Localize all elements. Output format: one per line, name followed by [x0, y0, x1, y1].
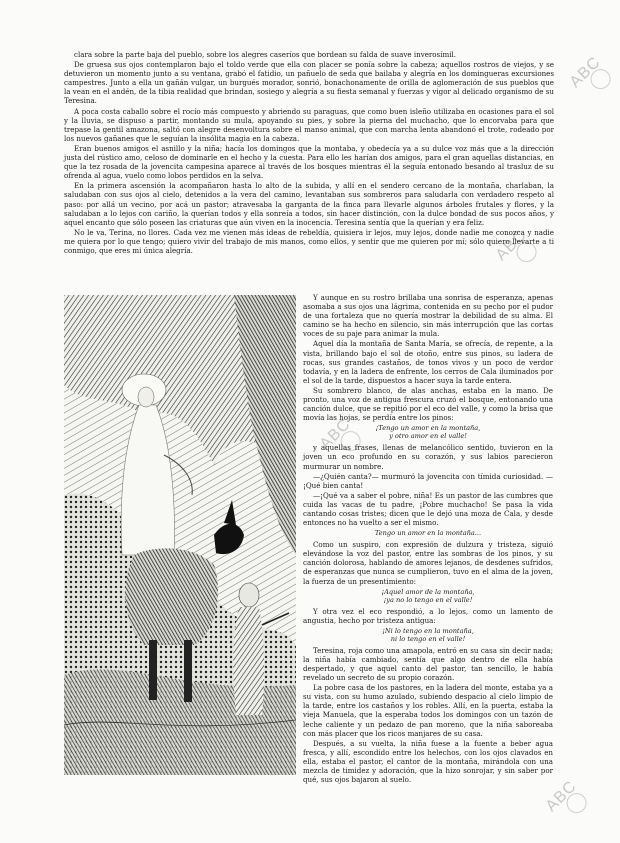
watermark: ABC [493, 210, 564, 281]
verse [303, 529, 553, 537]
verse-line: ni lo tengo en el valle! [390, 634, 466, 643]
verse [303, 627, 553, 643]
paragraph: Su sombrero blanco, de alas anchas, estaba en la mano. De pronto, una voz de antigua frescura cruzó el bosque, entonando una canción dulce, que se repitió por el eco del valle, y como la brisa que movía las hojas, se perdía entre los pinos: [303, 385, 553, 423]
verse [303, 588, 553, 604]
paragraph: y aquellas frases, llenas de melancólico sentido, tuvieron en la joven un eco profundo en su corazón, y sus labios parecieron murmurar un nombre. [303, 443, 553, 471]
paragraph: En la primera ascensión la acompañaron hasta lo alto de la subida, y allí en el sendero cercano de la montaña, charlaban, la saludaban con sus ojos al cielo, detenidos a la vera del camino, levantaban sus sombreros para saludarla con verdadero respeto al paso: por allá un vecino, por acá un pastor; atravesaba la garganta de la finca para llevarle algunos árboles frutales y flores, y la saludaban a lo lejos con cariño, la querían todos y ella sonreía a todos, sin hacer distinción, con la dulce bondad de sus pocos años, y aquel encanto que sólo poseen las criaturas que aún viven en la inocencia. Teresina sentía que la querían y era feliz. [64, 181, 554, 227]
woman-riding-donkey-engraving [64, 295, 296, 775]
paragraph: Después, a su vuelta, la niña fuese a la fuente a beber agua fresca, y allí, escondido entre los helechos, con los ojos clavados en ella, estaba el pastor, el cantor de la montaña, mirándola con una mezcla de timidez y adoración, que la hizo sonrojar, y sin saber por qué, sus ojos bajaron al suelo. [303, 738, 553, 785]
paragraph: Y aunque en su rostro brillaba una sonrisa de esperanza, apenas asomaba a sus ojos una lágrima, contenida en su pecho por el pudor de una fortaleza que no quería mostrar la debilidad de su alma. El camino se ha hecho en silencio, sin más interrupción que las cortas voces de su paje para animar la mula. [303, 293, 553, 339]
paragraph: Eran buenos amigos el asnillo y la niña; hacía los domingos que la montaba, y obedecía ya a su dulce voz más que a la dirección justa del rústico amo, celoso de dominarle en el hecho y la cuesta. Para ello les harían dos amigos, para el gran aquellas distancias, en que la tez rosada de la jovencita campesina aparece al través de los bosques mientras él la seguía entonado besando al trasluz de su ofrenda al agua, vuelo como lobos perdidos en la selva. [64, 143, 554, 181]
engraving-illustration [64, 295, 296, 775]
verse-line: y otro amor en el valle! [389, 432, 467, 441]
paragraph: Como un suspiro, con expresión de dulzura y tristeza, siguió elevándose la voz del pastor, entre las sombras de los pinos, y su canción dolorosa, hablando de amores lejanos, de desdenes sufridos, de esperanzas que nunca se cumplieron, tuvo en el alma de la joven, la fuerza de un presentimiento: [303, 540, 553, 586]
paragraph: clara sobre la parte baja del pueblo, sobre los alegres caseríos que bordean su falda de suave inverosímil. [74, 50, 456, 59]
verse-line: ¡Ni lo tengo en la montaña, [382, 626, 474, 635]
right-text-block [303, 293, 553, 785]
paragraph: —¿Quién canta?— murmuró la jovencita con tímida curiosidad. —¡Qué bien canta! [303, 471, 553, 490]
paragraph: La pobre casa de los pastores, en la ladera del monte, estaba ya a su vista, con su humo azulado, subiendo despacio al cielo limpio de la tarde, entre los castaños y los robles. Allí, en la puerta, estaba la vieja Manuela, que la esperaba todos los domingos con un tazón de leche caliente y un pedazo de pan moreno, que la niña saboreaba con más placer que los ricos manjares de su casa. [303, 683, 553, 738]
paragraph: Y otra vez el eco respondió, a lo lejos, como un lamento de angustia, hecho por tristeza antigua: [303, 606, 553, 625]
paragraph: De gruesa sus ojos contemplaron bajo el toldo verde que ella con placer se ponía sobre la cabeza; aquellos rostros de viejos, y se detuvieron un momento junto a su ventana, grabó el fatidio, un pañuelo de seda que bailaba y alegría en los domingueras excursiones campestres. Junto a ella un gañán vulgar, un burgués morador, sonrió, bonachonamente de orilla de aglomeración de sus pueblos que la vean en el andén, de la tibia realidad que brindan, sosiego y alegría a su fiesta semanal y fuerzas y vigor al delicado organismo de su Teresina. [64, 60, 554, 106]
verse-line: ¡ya no lo tengo en el valle! [383, 595, 473, 604]
verse-line: Tengo un amor en la montaña... [374, 529, 482, 538]
paragraph: No le va, Terina, no llores. Cada vez me vienen más ideas de rebeldía, quisiera ir lejos, muy lejos, donde nadie me conozca y nadie me quiera por lo que tengo; quiero vivir del trabajo de mis manos, como ellos, y sentir que me quieren por mí; sólo quiero llevarte a ti conmigo, que eres mi única alegría. [64, 227, 554, 255]
verse [303, 424, 553, 440]
paragraph: —¡Qué va a saber el pobre, niña! Es un pastor de las cumbres que cuida las vacas de tu padre, ¡Pobre muchacho! Se pasa la vida cantando cosas tristes; dicen que le dejó una moza de Cala, y desde entonces no ha vuelto a ser el mismo. [303, 490, 553, 528]
verse-line: ¡Aquel amor de la montaña, [381, 587, 475, 596]
paragraph: Teresina, roja como una amapola, entró en su casa sin decir nada; la niña había cambiado, sentía que algo dentro de ella había despertado, y que aquel canto del pastor, tan sencillo, le había revelado un secreto de su propio corazón. [303, 645, 553, 683]
paragraph: Aquel día la montaña de Santa María, se ofrecía, de repente, a la vista, brillando bajo el sol de otoño, entre sus pinos, su ladera de rocas, sus grandes castaños, de tonos vivos y un poco de verdor todavía, y en la ladera de enfrente, los cerros de Cala iluminados por el sol de la tarde, dispuestos a hacer suya la tarde entera. [303, 339, 553, 385]
watermark: ABC [317, 399, 388, 470]
top-text-block [64, 50, 554, 256]
watermark: ABC [543, 761, 614, 832]
watermark: ABC [567, 37, 620, 108]
verse-line: ¡Tengo un amor en la montaña, [375, 424, 481, 433]
paragraph: A poca costa caballo sobre el rocío más compuesto y abriendo su paraguas, que como buen isleño utilizaba en ocasiones para el sol y la lluvia, se dispuso a partir, montando su mula, apoyando su pies, y sobre la pierna del muchacho, que lo encorvaba para que trepase la gentil amazona, saltó con alegre desenvoltura sobre el manso animal, que con marcha lenta abandonó el trote, rodeado por los nuevos gañanes que le seguían la insólita magia en la cabeza. [64, 106, 554, 143]
